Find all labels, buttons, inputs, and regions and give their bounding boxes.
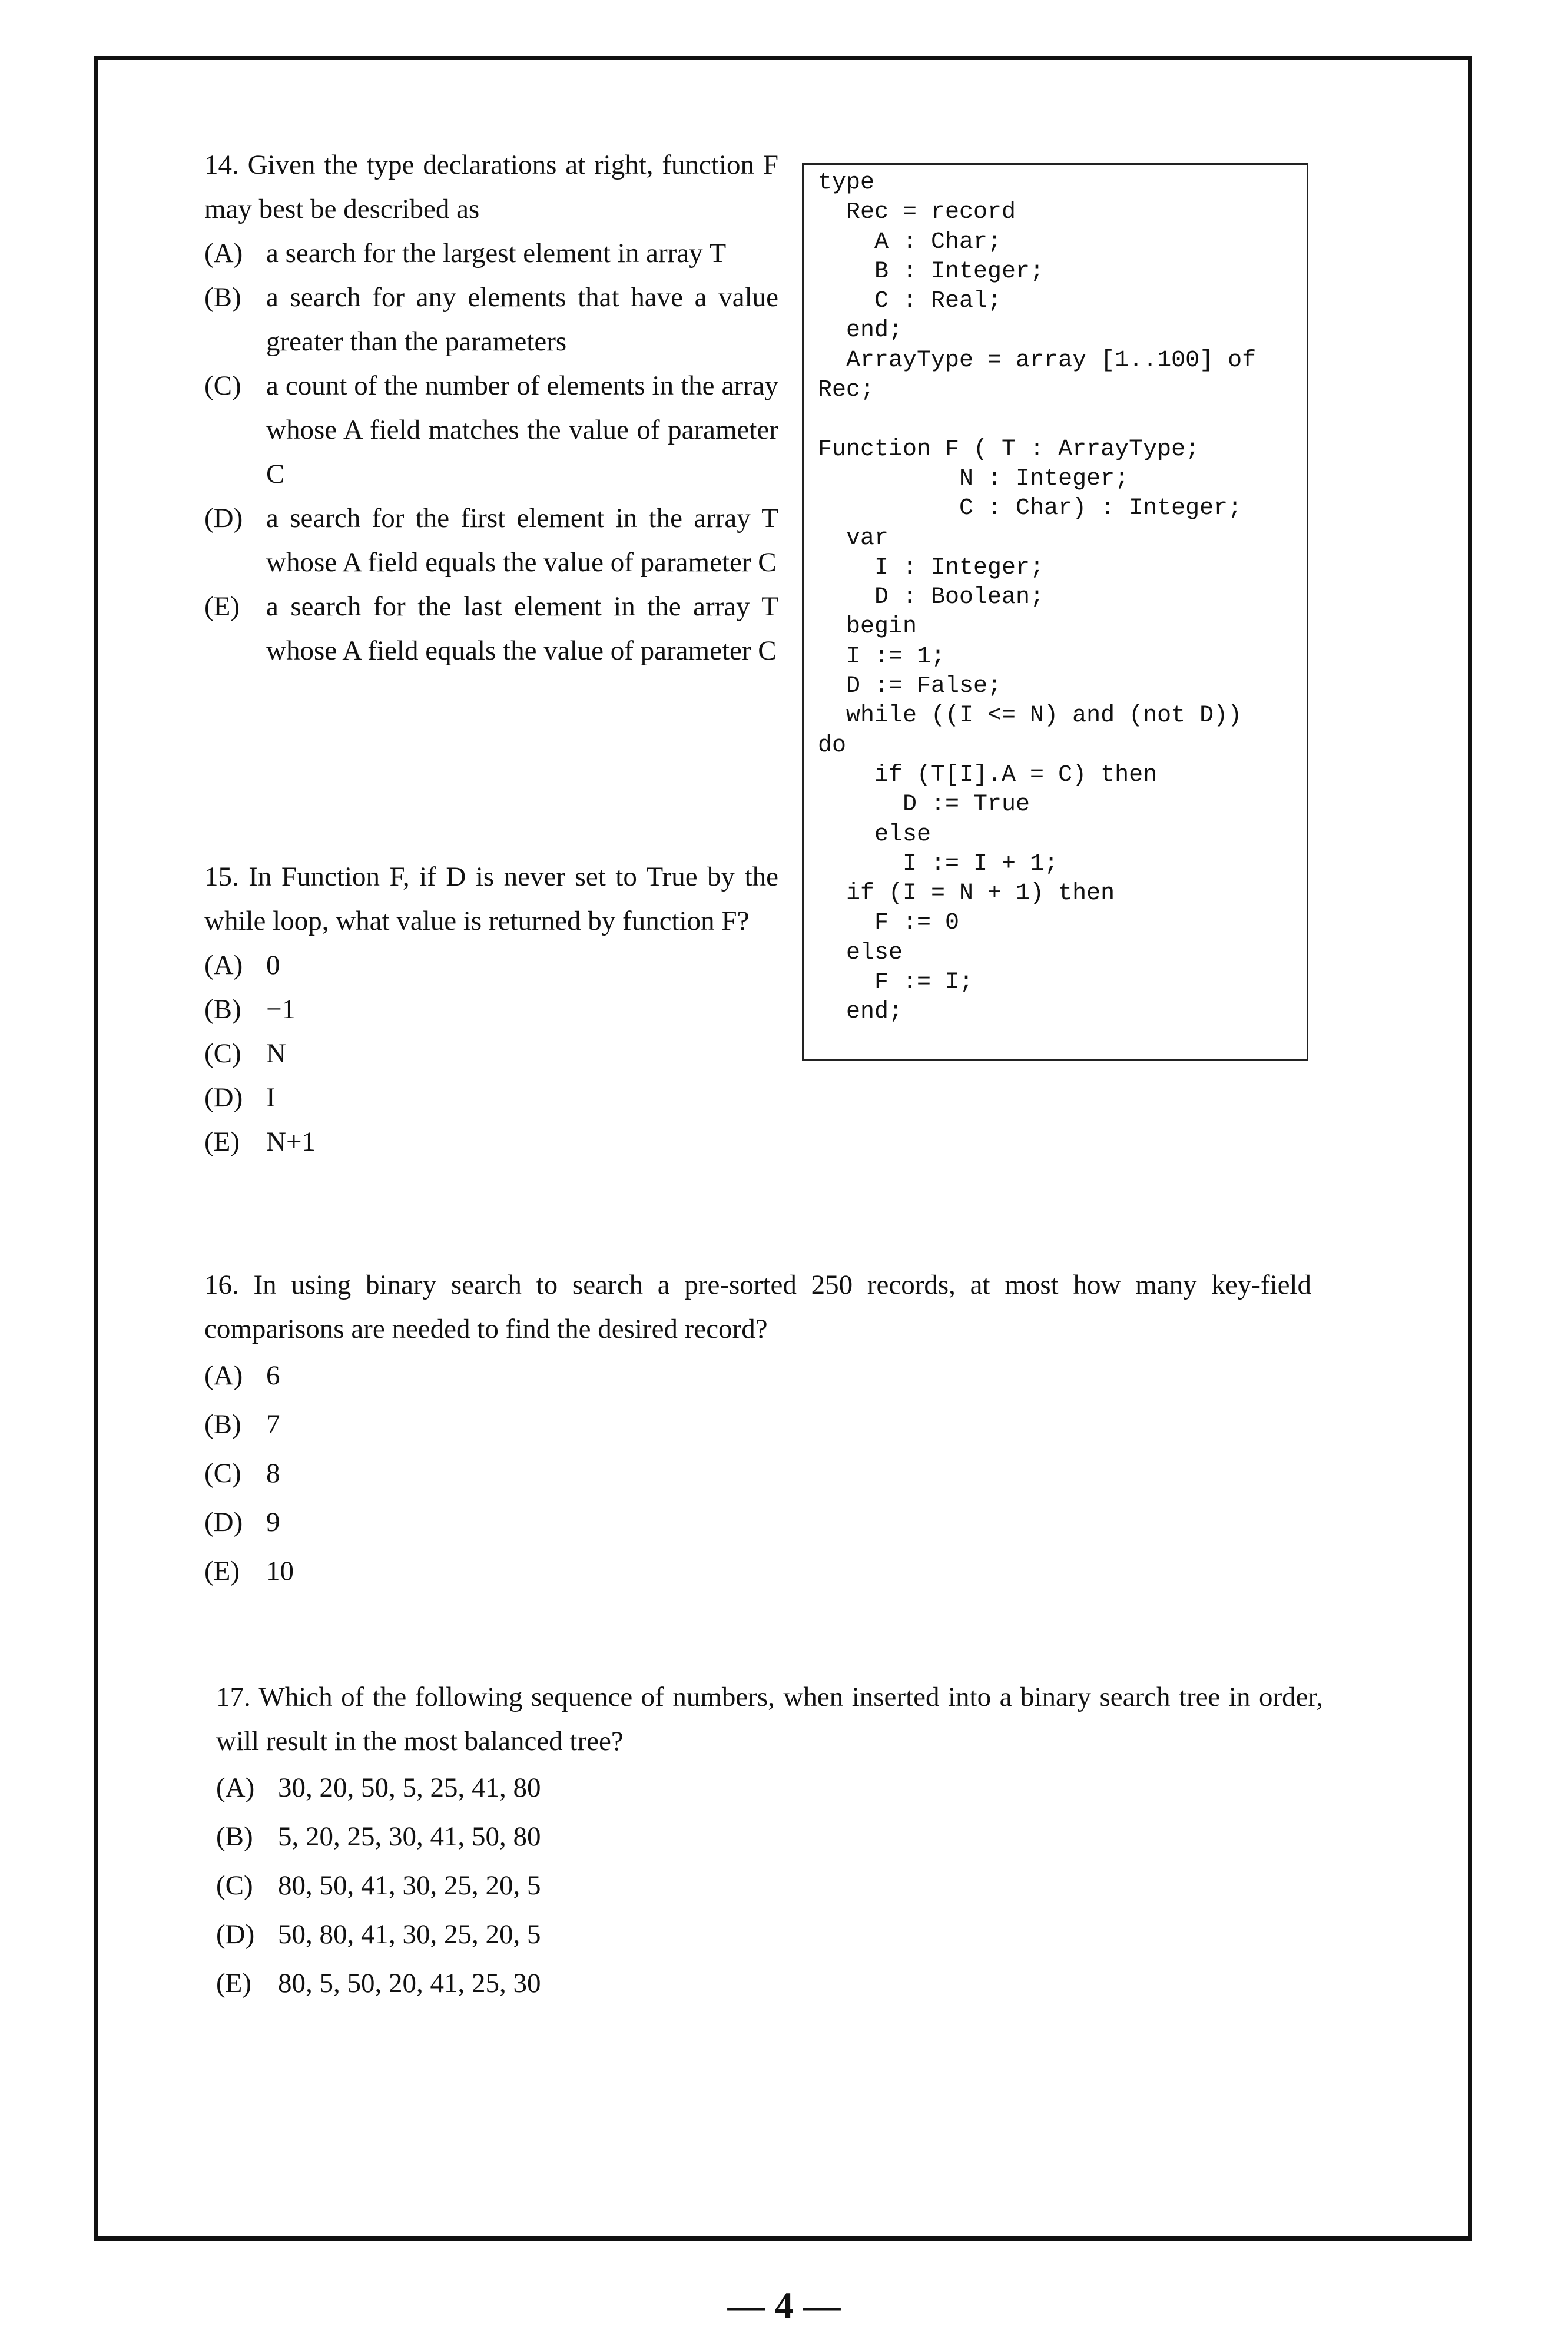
question-14 [204, 143, 778, 673]
question-15-option-b: (B) −1 [204, 994, 296, 1025]
question-15 [204, 855, 778, 1164]
question-17-option-a: (A) 30, 20, 50, 5, 25, 41, 80 [216, 1772, 541, 1803]
question-16-option-a: (A) 6 [204, 1360, 280, 1391]
question-17 [216, 1675, 1323, 2008]
question-15-option-c: (C) N [204, 1038, 286, 1069]
question-14-option-d: (D) a search for the first element in the array T whose A field equals the value of parameter C [204, 503, 778, 578]
question-14-option-e: (E) a search for the last element in the array T whose A field equals the value of parameter C [204, 591, 778, 666]
code-listing: type Rec = record A : Char; B : Integer; C : Real; end; ArrayType = array [1..100] of Rec; Function F ( T : ArrayType; N : Integer; C : Char) : Integer; var I : Integer; D : Boolean; begin I := 1; D := False; while ((I <= N) and (not D)) do if (T[I].A = C) then D := True else I := I + 1; if (I = N + 1) then F := 0 else F := I; end; [818, 170, 1257, 1026]
question-14-option-b: (B) a search for any elements that have a value greater than the parameters [204, 282, 778, 357]
question-17-option-b: (B) 5, 20, 25, 30, 41, 50, 80 [216, 1821, 541, 1852]
question-16-option-e: (E) 10 [204, 1556, 294, 1586]
question-17-option-e: (E) 80, 5, 50, 20, 41, 25, 30 [216, 1968, 541, 1999]
page-number: — 4 — [727, 2284, 841, 2326]
question-16-option-d: (D) 9 [204, 1507, 280, 1537]
question-14-option-a: (A) a search for the largest element in array T [204, 238, 727, 269]
question-15-option-d: (D) I [204, 1082, 276, 1113]
question-15-option-e: (E) N+1 [204, 1126, 316, 1157]
question-14-stem: 14. Given the type declarations at right, function F may best be described as [204, 150, 778, 224]
question-16 [204, 1263, 1311, 1596]
question-17-stem: 17. Which of the following sequence of numbers, when inserted into a binary search tree in order, will result in the most balanced tree? [216, 1682, 1323, 1757]
question-16-option-c: (C) 8 [204, 1458, 280, 1489]
question-15-option-a: (A) 0 [204, 950, 280, 980]
code-listing-box [802, 163, 1308, 1061]
question-14-option-c: (C) a count of the number of elements in the array whose A field matches the value of parameter C [204, 370, 778, 489]
question-16-option-b: (B) 7 [204, 1409, 280, 1440]
question-17-option-c: (C) 80, 50, 41, 30, 25, 20, 5 [216, 1870, 541, 1901]
question-15-stem: 15. In Function F, if D is never set to True by the while loop, what value is returned by function F? [204, 861, 778, 936]
question-16-stem: 16. In using binary search to search a pre-sorted 250 records, at most how many key-field comparisons are needed to find the desired record? [204, 1270, 1311, 1344]
question-17-option-d: (D) 50, 80, 41, 30, 25, 20, 5 [216, 1919, 541, 1950]
